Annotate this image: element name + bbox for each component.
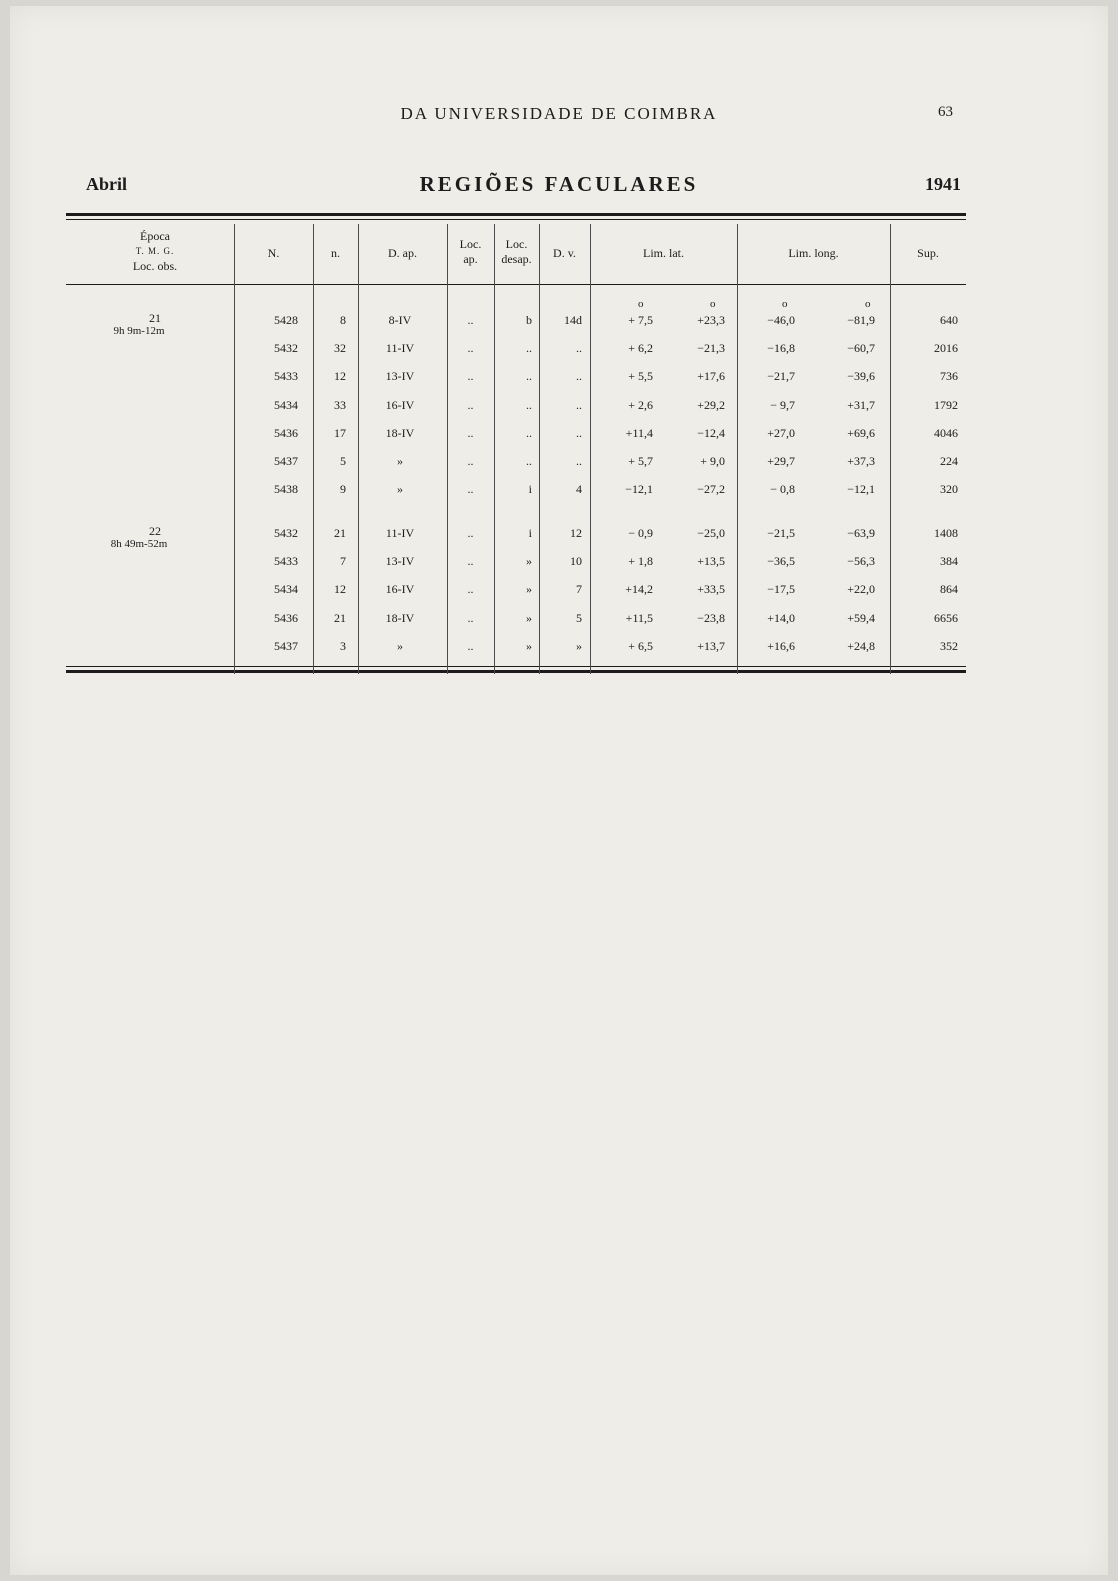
cell-loc-ap: .. — [467, 369, 474, 384]
cell-long2: +24,8 — [847, 638, 875, 653]
col-header-loc-desap: Loc. desap. — [501, 237, 532, 266]
cell-loc-ap: .. — [467, 425, 474, 440]
cell-N: 5432 — [274, 526, 298, 540]
cell-lat2: −12,4 — [697, 425, 725, 440]
cell-d-ap: » — [397, 454, 403, 468]
cell-lat1: − 0,9 — [628, 526, 653, 540]
degree-mark: o — [638, 298, 644, 310]
cell-N: 5434 — [274, 582, 298, 597]
cell-lat1: + 2,6 — [628, 397, 653, 412]
cell-loc-desap: » — [526, 638, 532, 653]
cell-loc-desap: » — [526, 582, 532, 597]
col-header-n: n. — [331, 246, 340, 260]
cell-long2: −12,1 — [847, 482, 875, 497]
cell-long2: +22,0 — [847, 582, 875, 597]
bottom-rule-thin — [66, 666, 966, 667]
cell-N: 5438 — [274, 482, 298, 497]
epoch-day: 21 — [149, 311, 161, 325]
col-header-lim-lat: Lim. lat. — [643, 246, 684, 260]
col-header-N: N. — [267, 246, 280, 260]
cell-loc-ap: .. — [467, 454, 474, 468]
cell-d-v: 7 — [576, 582, 582, 597]
cell-lat2: +13,7 — [697, 638, 725, 653]
epoch-time: 8h 49m-52m — [110, 538, 168, 550]
col-header-d-ap: D. ap. — [388, 246, 417, 260]
cell-n: 8 — [340, 313, 346, 327]
cell-loc-ap: .. — [467, 554, 474, 569]
cell-sup: 1408 — [934, 526, 958, 540]
running-head: DA UNIVERSIDADE DE COIMBRA — [400, 104, 718, 123]
cell-n: 21 — [334, 526, 346, 540]
cell-N: 5433 — [274, 554, 298, 569]
cell-loc-ap: .. — [467, 313, 474, 327]
cell-d-v: .. — [576, 454, 582, 468]
cell-loc-desap: .. — [526, 425, 532, 440]
cell-d-ap: 18-IV — [385, 610, 415, 625]
cell-N: 5436 — [274, 610, 298, 625]
degree-mark: o — [710, 298, 716, 310]
column-divider — [590, 224, 591, 674]
cell-d-v: .. — [576, 369, 582, 384]
col-header-sup: Sup. — [917, 246, 939, 260]
column-divider — [737, 224, 738, 674]
epoch-day: 22 — [149, 524, 161, 538]
cell-lat1: + 6,5 — [628, 638, 653, 653]
epoch-time: 9h 9m-12m — [113, 325, 165, 337]
cell-long2: −63,9 — [847, 526, 875, 540]
cell-sup: 736 — [940, 369, 958, 384]
cell-d-v: 12 — [570, 526, 582, 540]
cell-long1: −21,7 — [767, 369, 795, 384]
cell-sup: 320 — [940, 482, 958, 497]
page — [10, 6, 1108, 1575]
cell-N: 5437 — [274, 638, 298, 653]
cell-lat2: +33,5 — [697, 582, 725, 597]
cell-sup: 1792 — [934, 397, 958, 412]
cell-d-ap: 11-IV — [385, 526, 415, 540]
cell-loc-desap: .. — [526, 341, 532, 356]
cell-long1: − 9,7 — [770, 397, 795, 412]
cell-lat1: +11,4 — [625, 425, 653, 440]
cell-N: 5434 — [274, 397, 298, 412]
cell-long2: +59,4 — [847, 610, 875, 625]
cell-n: 7 — [340, 554, 346, 569]
cell-loc-desap: » — [526, 554, 532, 569]
cell-lat2: −25,0 — [697, 526, 725, 540]
cell-N: 5432 — [274, 341, 298, 356]
cell-long1: −16,8 — [767, 341, 795, 356]
cell-loc-desap: i — [528, 482, 532, 497]
cell-long1: −21,5 — [767, 526, 795, 540]
cell-sup: 864 — [940, 582, 958, 597]
cell-d-v: .. — [576, 397, 582, 412]
cell-n: 12 — [334, 369, 346, 384]
column-divider — [494, 224, 495, 674]
cell-long2: +69,6 — [847, 425, 875, 440]
cell-lat1: + 5,5 — [628, 369, 653, 384]
table-title: REGIÕES FACULARES — [419, 172, 699, 196]
cell-long1: −17,5 — [767, 582, 795, 597]
month-label: Abril — [86, 174, 128, 194]
cell-d-v: 14d — [564, 313, 582, 327]
cell-long2: −81,9 — [847, 313, 875, 327]
cell-n: 32 — [334, 341, 346, 356]
col-header-d-v: D. v. — [553, 246, 576, 260]
cell-d-ap: 13-IV — [385, 369, 415, 384]
cell-loc-ap: .. — [467, 341, 474, 356]
cell-d-v: .. — [576, 425, 582, 440]
cell-d-v: » — [576, 638, 582, 653]
cell-loc-ap: .. — [467, 638, 474, 653]
cell-n: 5 — [340, 454, 346, 468]
cell-lat2: +29,2 — [697, 397, 725, 412]
cell-lat2: −27,2 — [697, 482, 725, 497]
cell-d-ap: » — [397, 638, 403, 653]
cell-d-ap: 13-IV — [385, 554, 415, 569]
cell-d-v: .. — [576, 341, 582, 356]
col-header-lim-long: Lim. long. — [788, 246, 839, 260]
column-divider — [358, 224, 359, 674]
cell-long1: −36,5 — [767, 554, 795, 569]
cell-sup: 352 — [940, 638, 958, 653]
cell-long1: +29,7 — [767, 454, 795, 468]
cell-sup: 224 — [940, 454, 958, 468]
cell-long2: +31,7 — [847, 397, 875, 412]
cell-loc-desap: .. — [526, 369, 532, 384]
column-divider — [313, 224, 314, 674]
cell-lat2: −21,3 — [697, 341, 725, 356]
cell-n: 21 — [334, 610, 346, 625]
cell-n: 12 — [334, 582, 346, 597]
top-rule-thin — [66, 219, 966, 220]
cell-loc-ap: .. — [467, 526, 474, 540]
cell-d-ap: » — [397, 482, 403, 497]
cell-long2: −60,7 — [847, 341, 875, 356]
cell-loc-desap: .. — [526, 454, 532, 468]
cell-long1: +14,0 — [767, 610, 795, 625]
cell-long2: −56,3 — [847, 554, 875, 569]
cell-lat1: +11,5 — [625, 610, 653, 625]
bottom-rule-thick — [66, 670, 966, 673]
cell-long2: −39,6 — [847, 369, 875, 384]
header-rule — [66, 284, 966, 285]
year-label: 1941 — [925, 174, 961, 194]
cell-d-ap: 16-IV — [385, 582, 415, 597]
cell-lat2: +23,3 — [697, 313, 725, 327]
cell-sup: 4046 — [934, 425, 958, 440]
cell-d-v: 5 — [576, 610, 582, 625]
cell-long2: +37,3 — [847, 454, 875, 468]
cell-lat1: + 1,8 — [628, 554, 653, 569]
cell-loc-ap: .. — [467, 610, 474, 625]
cell-loc-ap: .. — [467, 397, 474, 412]
cell-d-v: 4 — [576, 482, 582, 497]
cell-lat1: + 6,2 — [628, 341, 653, 356]
column-divider — [539, 224, 540, 674]
cell-loc-ap: .. — [467, 582, 474, 597]
col-header-epoca: Época T. M. G. Loc. obs. — [132, 229, 178, 273]
cell-n: 33 — [334, 397, 346, 412]
degree-mark: o — [865, 298, 871, 310]
cell-long1: +27,0 — [767, 425, 795, 440]
cell-lat2: −23,8 — [697, 610, 725, 625]
cell-loc-desap: .. — [526, 397, 532, 412]
cell-long1: − 0,8 — [770, 482, 795, 497]
degree-mark: o — [782, 298, 788, 310]
cell-lat2: +17,6 — [697, 369, 725, 384]
cell-lat1: +14,2 — [625, 582, 653, 597]
cell-n: 17 — [334, 425, 346, 440]
cell-loc-desap: b — [526, 313, 532, 327]
cell-lat1: + 7,5 — [628, 313, 653, 327]
cell-sup: 2016 — [934, 341, 958, 356]
cell-n: 9 — [340, 482, 346, 497]
column-divider — [890, 224, 891, 674]
cell-long1: −46,0 — [767, 313, 795, 327]
column-divider — [447, 224, 448, 674]
cell-sup: 640 — [940, 313, 958, 327]
cell-loc-desap: » — [526, 610, 532, 625]
cell-lat2: +13,5 — [697, 554, 725, 569]
column-divider — [234, 224, 235, 674]
cell-sup: 384 — [940, 554, 958, 569]
cell-N: 5437 — [274, 454, 298, 468]
cell-sup: 6656 — [934, 610, 958, 625]
cell-d-ap: 11-IV — [385, 341, 415, 356]
col-header-loc-ap: Loc. ap. — [459, 237, 482, 266]
cell-lat1: −12,1 — [625, 482, 653, 497]
cell-long1: +16,6 — [767, 638, 795, 653]
cell-N: 5436 — [274, 425, 298, 440]
cell-lat2: + 9,0 — [700, 454, 725, 468]
cell-n: 3 — [340, 638, 346, 653]
top-rule-thick — [66, 213, 966, 216]
cell-d-ap: 16-IV — [385, 397, 415, 412]
cell-loc-desap: i — [528, 526, 532, 540]
cell-d-ap: 8-IV — [388, 313, 412, 327]
cell-d-ap: 18-IV — [385, 425, 415, 440]
cell-lat1: + 5,7 — [628, 454, 653, 468]
page-number: 63 — [938, 104, 953, 120]
cell-loc-ap: .. — [467, 482, 474, 497]
cell-N: 5433 — [274, 369, 298, 384]
cell-d-v: 10 — [570, 554, 582, 569]
cell-N: 5428 — [274, 313, 298, 327]
